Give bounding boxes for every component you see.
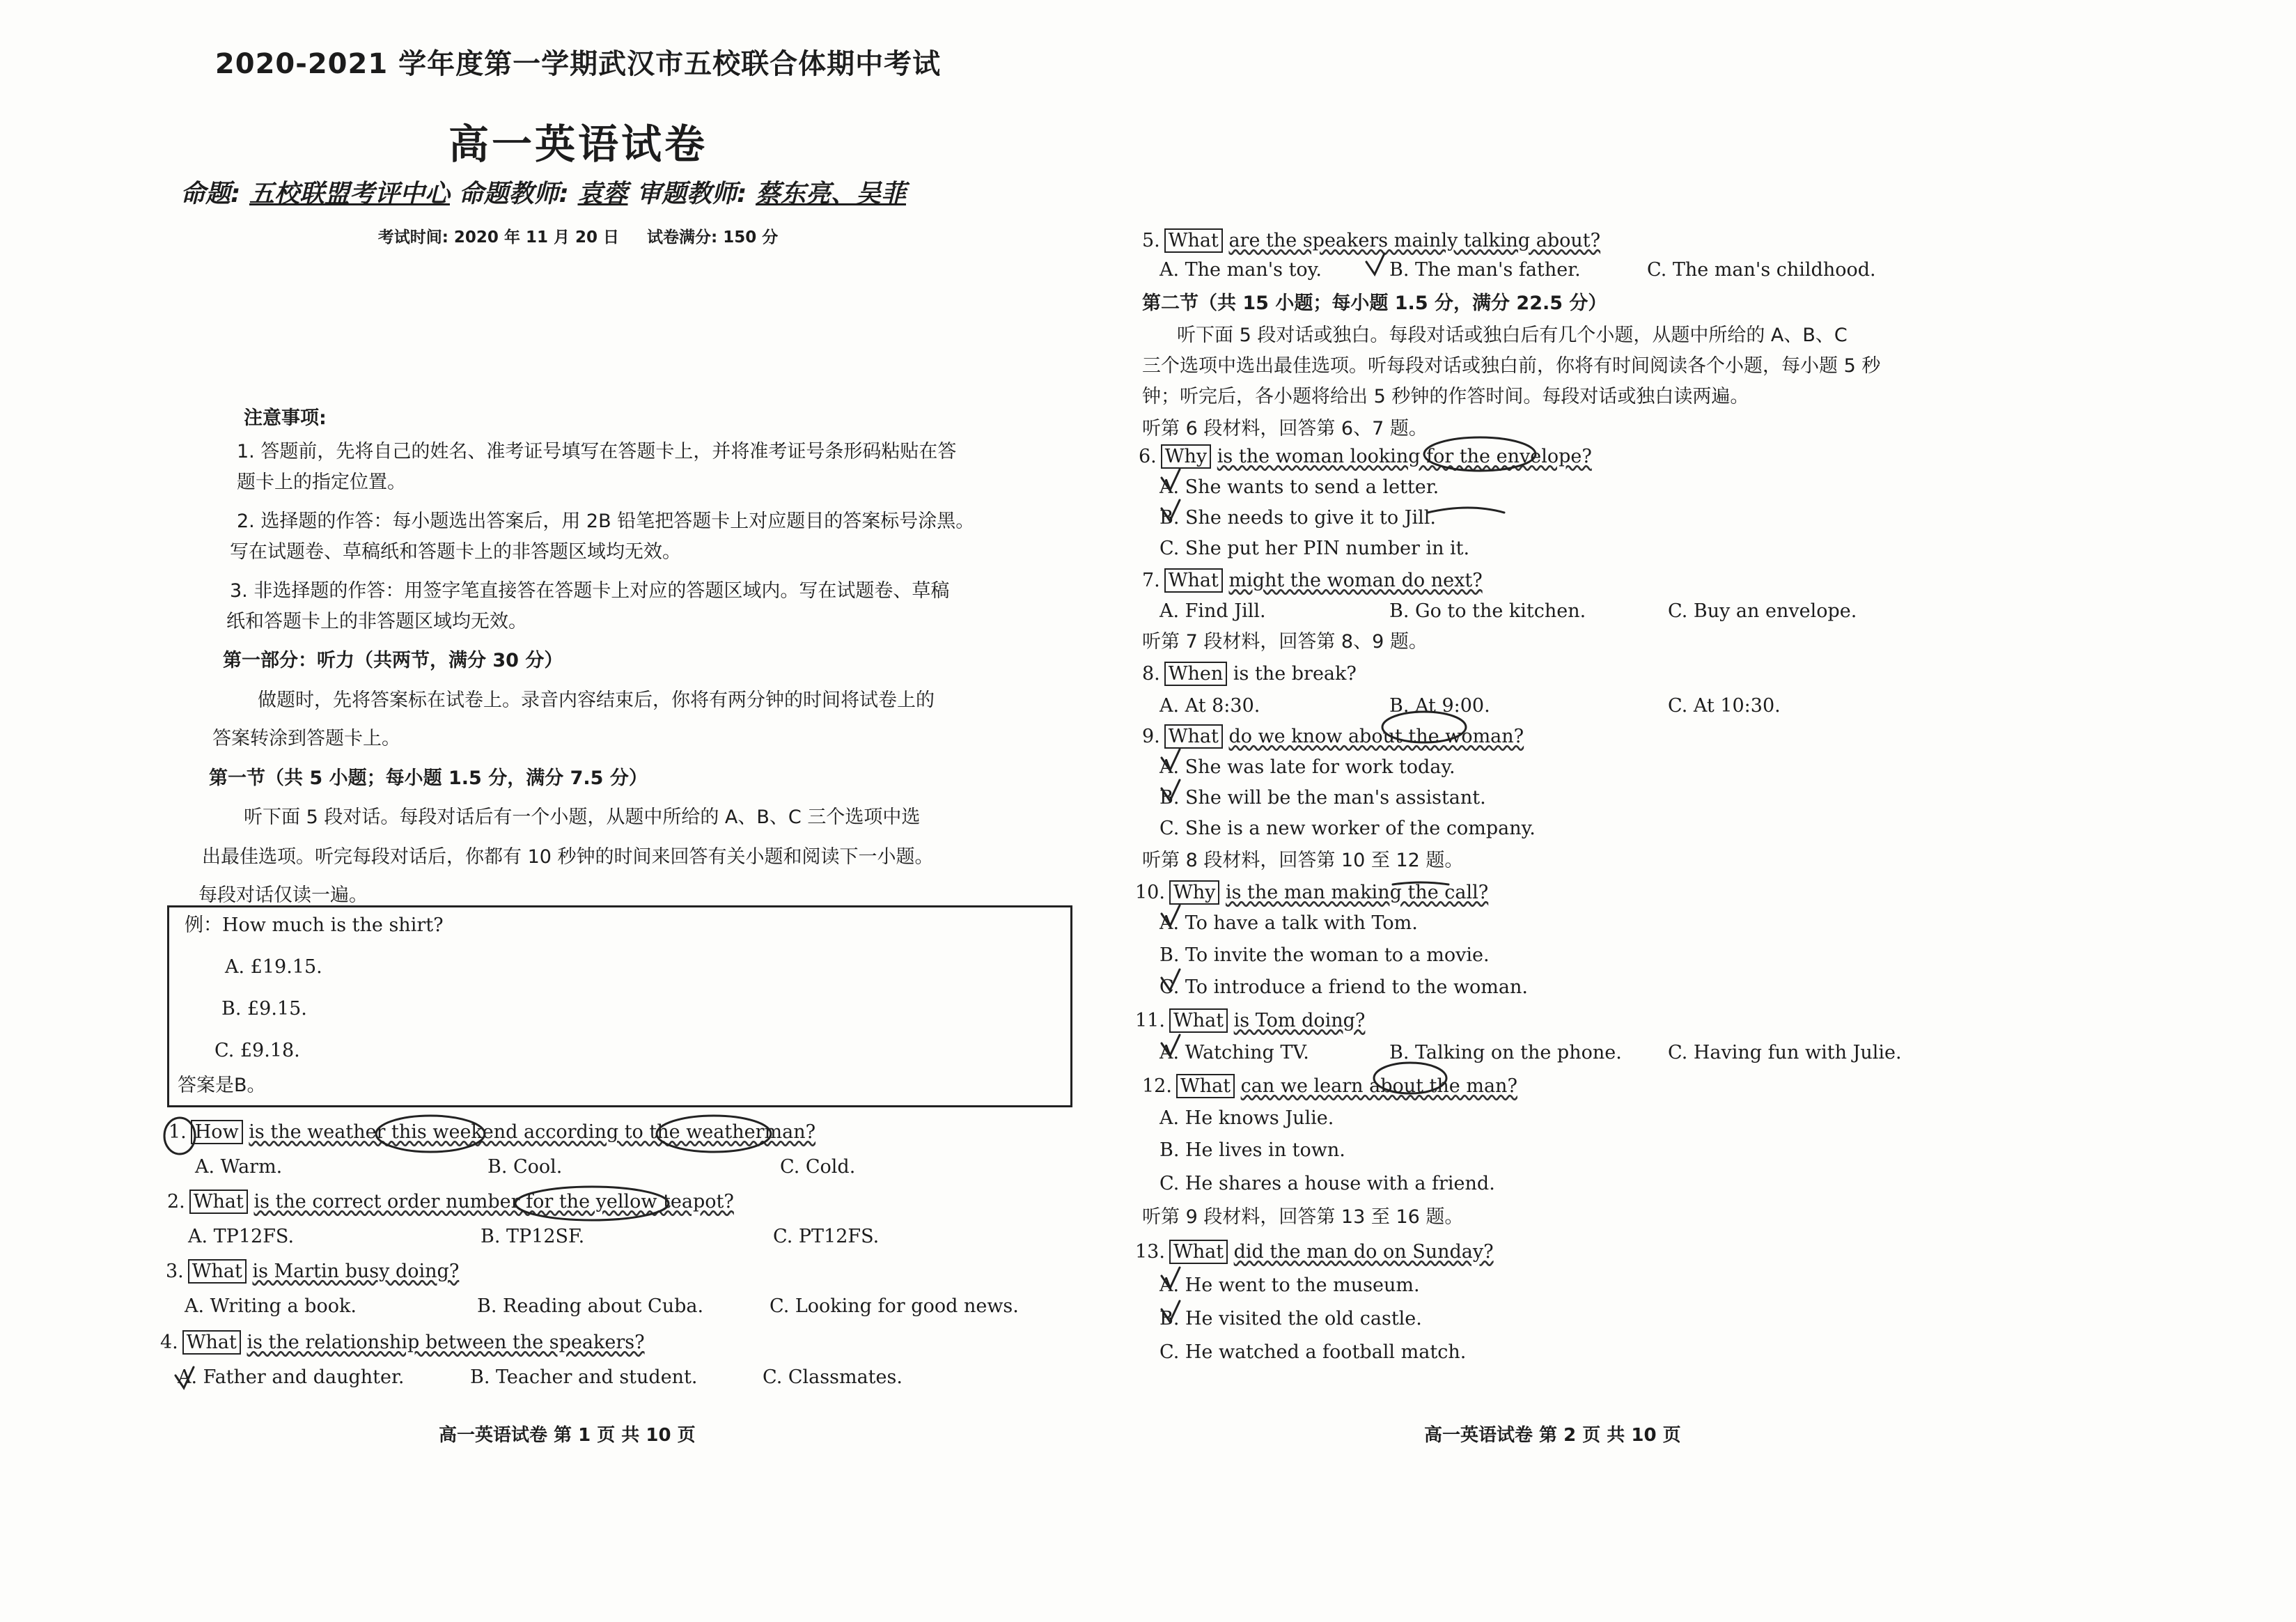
question-number: 8. (1142, 663, 1160, 685)
example-question: 例：How much is the shirt? (185, 914, 444, 936)
question-1 (169, 1121, 815, 1144)
option-b: B. Talking on the phone. (1389, 1042, 1622, 1063)
example-option: A. £19.15. (225, 956, 322, 978)
option-c: C. She put her PIN number in it. (1159, 538, 1470, 559)
reviewer-name: 蔡东亮、吴菲 (755, 180, 906, 208)
question-6 (1139, 446, 1592, 468)
part1-intro: 做题时，先将答案标在试卷上。录音内容结束后，你将有两分钟的时间将试卷上的 (258, 689, 935, 711)
option-a: A. She was late for work today. (1159, 756, 1455, 778)
option-b: B. At 9:00. (1389, 695, 1490, 717)
options-3 (185, 1295, 1062, 1318)
note-line: 3. 非选择题的作答：用签字笔直接答在答题卡上对应的答题区域内。写在试题卷、草稿 (230, 580, 950, 602)
example-option: C. £9.18. (214, 1040, 300, 1061)
setter-name: 五校联盟考评中心 (249, 180, 450, 208)
section1-heading: 第一节（共 5 小题；每小题 1.5 分，满分 7.5 分） (209, 767, 648, 789)
option-b: B. She will be the man's assistant. (1159, 787, 1486, 809)
teacher-name: 袁蓉 (577, 180, 628, 208)
options-1 (195, 1156, 1072, 1178)
question-3 (166, 1261, 459, 1283)
question-11 (1135, 1010, 1365, 1032)
wh-word: When (1164, 662, 1228, 686)
question-text: is Martin busy doing? (252, 1261, 460, 1282)
note-line: 题卡上的指定位置。 (237, 471, 406, 493)
part1-heading: 第一部分：听力（共两节，满分 30 分） (223, 650, 563, 671)
option-b: B. Teacher and student. (470, 1366, 698, 1388)
option-b: B. TP12SF. (481, 1226, 585, 1247)
option-c: C. The man's childhood. (1647, 259, 1876, 281)
option-a: A. Watching TV. (1159, 1042, 1309, 1063)
question-text: is Tom doing? (1233, 1010, 1366, 1031)
exam-date: 2020 年 11 月 20 日 (453, 228, 619, 247)
question-7 (1142, 570, 1483, 592)
wh-word: What (1164, 724, 1223, 749)
page-1 (139, 167, 1086, 1490)
question-12 (1142, 1075, 1517, 1098)
question-text: is the weather this weekend according to the weatherman? (249, 1121, 816, 1143)
option-c: C. To introduce a friend to the woman. (1159, 976, 1528, 998)
option-c: C. Having fun with Julie. (1668, 1042, 1902, 1063)
option-c: C. Looking for good news. (770, 1295, 1019, 1317)
question-text: is the correct order number for the yellow teapot? (253, 1191, 734, 1212)
option-b: B. To invite the woman to a movie. (1159, 944, 1490, 966)
note-line: 纸和答题卡上的非答题区域均无效。 (226, 611, 527, 632)
options-5 (1159, 259, 1946, 281)
example-answer: 答案是B。 (178, 1075, 266, 1096)
option-b: B. Go to the kitchen. (1389, 600, 1586, 622)
example-option: B. £9.15. (221, 998, 307, 1020)
question-text: can we learn about the man? (1240, 1075, 1517, 1097)
option-a: A. Writing a book. (185, 1295, 357, 1317)
options-7 (1159, 600, 1967, 623)
wh-word: What (1169, 1240, 1228, 1264)
option-b: B. Cool. (487, 1156, 563, 1178)
question-4 (160, 1332, 645, 1354)
question-number: 5. (1142, 230, 1160, 251)
section1-intro: 听下面 5 段对话。每段对话后有一个小题，从题中所给的 A、B、C 三个选项中选 (244, 806, 921, 828)
wh-word: What (1164, 228, 1223, 253)
question-text: is the break? (1233, 663, 1357, 685)
question-number: 11. (1135, 1010, 1165, 1031)
wh-word: What (189, 1190, 248, 1214)
options-11 (1159, 1042, 1967, 1064)
option-b: B. The man's father. (1389, 259, 1581, 281)
question-number: 7. (1142, 570, 1160, 591)
page-footer: 高一英语试卷 第 1 页 共 10 页 (439, 1425, 696, 1446)
question-number: 6. (1139, 446, 1157, 467)
option-c: C. Classmates. (763, 1366, 903, 1388)
option-a: A. At 8:30. (1159, 695, 1260, 717)
score-label: 试卷满分: (647, 228, 718, 247)
question-number: 2. (167, 1191, 185, 1212)
question-number: 9. (1142, 726, 1160, 747)
section1-intro: 出最佳选项。听完每段对话后，你都有 10 秒钟的时间来回答有关小题和阅读下一小题。 (202, 846, 934, 868)
notes-heading: 注意事项: (244, 407, 327, 429)
page-2 (1121, 56, 1936, 1379)
option-b: B. He lives in town. (1159, 1139, 1345, 1161)
part1-intro: 答案转涂到答题卡上。 (212, 728, 400, 749)
note-line: 写在试题卷、草稿纸和答题卡上的非答题区域均无效。 (230, 541, 681, 563)
page-footer: 高一英语试卷 第 2 页 共 10 页 (1424, 1425, 1681, 1446)
option-a: A. Father and daughter. (178, 1366, 405, 1388)
section2-intro: 三个选项中选出最佳选项。听每段对话或独白前，你将有时间阅读各个小题，每小题 5 秒 (1142, 355, 1881, 377)
option-a: A. Find Jill. (1159, 600, 1266, 622)
question-text: is the man making the call? (1225, 882, 1489, 903)
option-b: B. Reading about Cuba. (477, 1295, 704, 1317)
wh-word: What (188, 1259, 247, 1284)
options-2 (188, 1226, 1065, 1248)
question-text: is the relationship between the speakers? (247, 1332, 645, 1353)
option-c: C. He shares a house with a friend. (1159, 1173, 1495, 1194)
option-c: C. She is a new worker of the company. (1159, 818, 1536, 839)
question-13 (1135, 1241, 1494, 1263)
question-10 (1135, 882, 1488, 904)
section1-intro: 每段对话仅读一遍。 (198, 884, 368, 906)
group-label: 听第 8 段材料，回答第 10 至 12 题。 (1142, 850, 1464, 871)
setter-label: 命题: (180, 180, 241, 208)
option-b: B. She needs to give it to Jill. (1159, 507, 1437, 529)
group-label: 听第 6 段材料，回答第 6、7 题。 (1142, 418, 1428, 439)
question-5 (1142, 230, 1600, 252)
group-label: 听第 9 段材料，回答第 13 至 16 题。 (1142, 1206, 1464, 1228)
question-number: 12. (1142, 1075, 1172, 1097)
wh-word: Why (1161, 444, 1211, 469)
full-score: 150 分 (723, 228, 779, 247)
question-number: 4. (160, 1332, 178, 1353)
option-c: C. Buy an envelope. (1668, 600, 1857, 622)
question-text: do we know about the woman? (1228, 726, 1524, 747)
question-text: are the speakers mainly talking about? (1228, 230, 1601, 251)
note-line: 1. 答题前，先将自己的姓名、准考证号填写在答题卡上，并将准考证号条形码粘贴在答 (237, 441, 957, 462)
question-text: did the man do on Sunday? (1233, 1241, 1494, 1263)
note-line: 2. 选择题的作答：每小题选出答案后，用 2B 铅笔把答题卡上对应题目的答案标号涂黑。 (237, 510, 975, 532)
option-a: A. TP12FS. (188, 1226, 295, 1247)
question-number: 3. (166, 1261, 184, 1282)
wh-word: Why (1169, 880, 1219, 905)
option-b: B. He visited the old castle. (1159, 1308, 1422, 1329)
question-9 (1142, 726, 1524, 748)
option-a: A. He went to the museum. (1159, 1274, 1420, 1296)
option-c: C. PT12FS. (773, 1226, 880, 1247)
option-a: A. To have a talk with Tom. (1159, 912, 1418, 934)
section2-heading: 第二节（共 15 小题；每小题 1.5 分，满分 22.5 分） (1142, 293, 1607, 314)
option-c: C. At 10:30. (1668, 695, 1781, 717)
reviewer-label: 审题教师: (637, 180, 747, 208)
example-box (167, 905, 1072, 1107)
question-number: 1. (169, 1121, 187, 1143)
exam-title: 2020-2021 学年度第一学期武汉市五校联合体期中考试 (214, 48, 942, 80)
group-label: 听第 7 段材料，回答第 8、9 题。 (1142, 631, 1428, 653)
option-c: C. Cold. (780, 1156, 856, 1178)
option-a: A. He knows Julie. (1159, 1107, 1334, 1129)
question-text: is the woman looking for the envelope? (1217, 446, 1592, 467)
section2-intro: 钟；听完后，各小题将给出 5 秒钟的作答时间。每段对话或独白读两遍。 (1142, 386, 1749, 407)
time-label: 考试时间: (377, 228, 448, 247)
teacher-label: 命题教师: (458, 180, 569, 208)
question-number: 10. (1135, 882, 1165, 903)
option-a: A. She wants to send a letter. (1159, 476, 1439, 498)
option-a: A. The man's toy. (1159, 259, 1322, 281)
option-c: C. He watched a football match. (1159, 1341, 1467, 1363)
wh-word: What (1169, 1008, 1228, 1033)
question-2 (167, 1191, 734, 1213)
section2-intro: 听下面 5 段对话或独白。每段对话或独白后有几个小题，从题中所给的 A、B、C (1177, 325, 1848, 346)
wh-word: What (1164, 568, 1223, 593)
options-4 (178, 1366, 1055, 1389)
question-text: might the woman do next? (1228, 570, 1483, 591)
wh-word: How (191, 1120, 243, 1144)
question-number: 13. (1135, 1241, 1165, 1263)
question-8 (1142, 663, 1357, 685)
paper-title: 高一英语试卷 (448, 120, 708, 168)
wh-word: What (1176, 1074, 1235, 1098)
option-a: A. Warm. (195, 1156, 283, 1178)
options-8 (1159, 695, 1967, 717)
wh-word: What (182, 1330, 241, 1355)
